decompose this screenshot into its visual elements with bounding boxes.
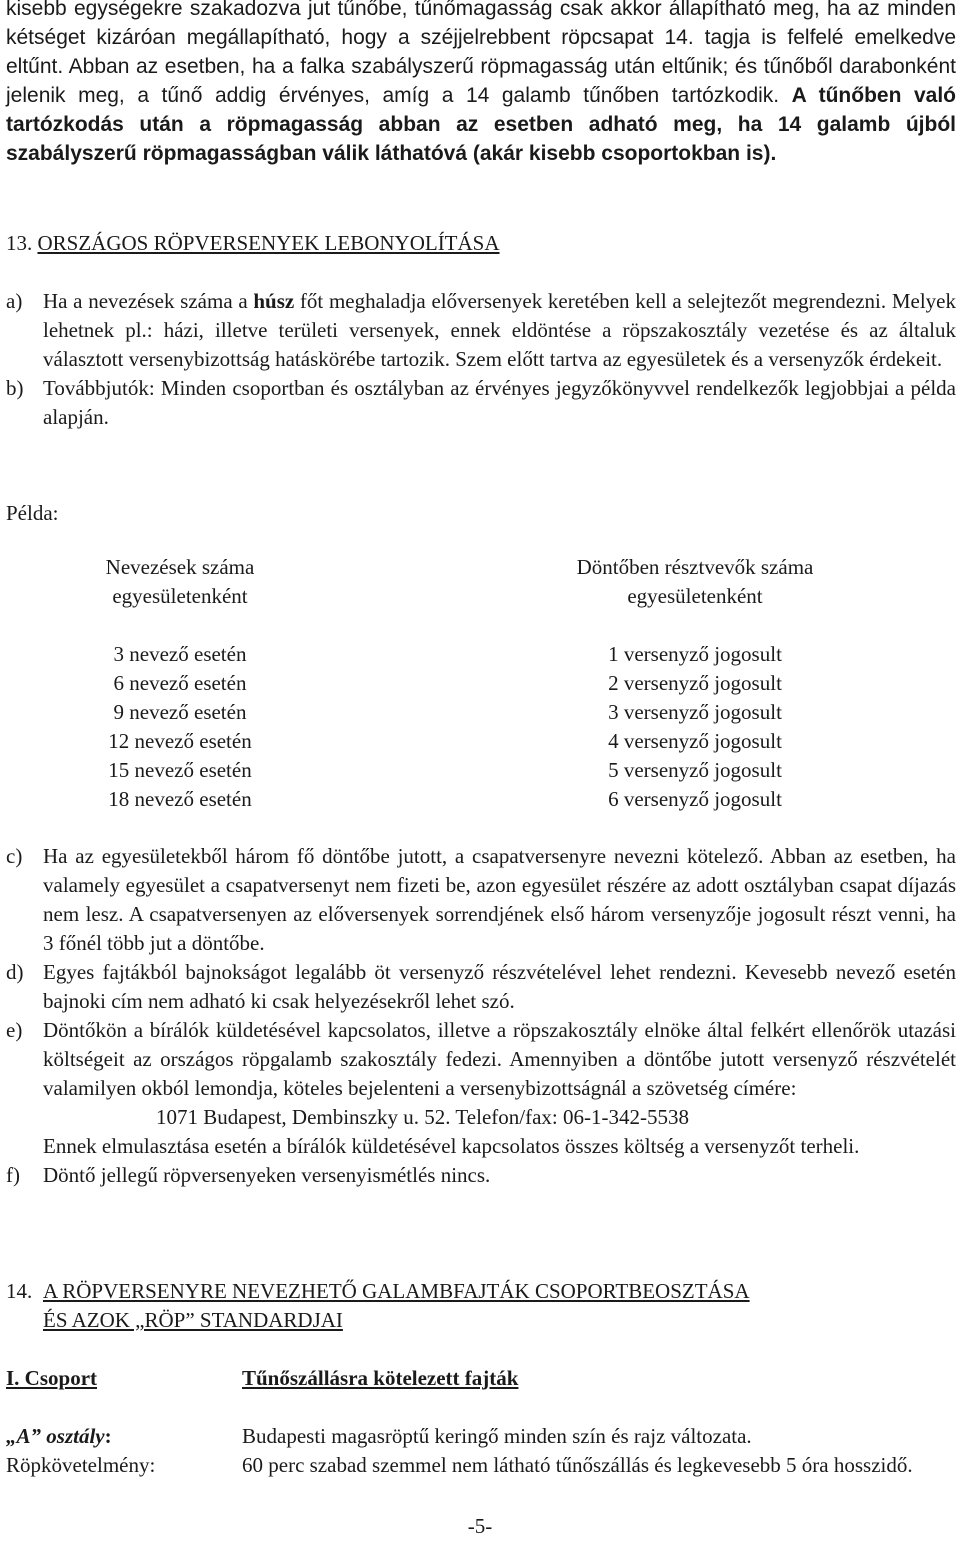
table-header-left-line2: egyesületenként	[112, 584, 248, 608]
table-cell: 4 versenyző jogosult	[608, 729, 782, 753]
list-item-text: Döntő jellegű röpversenyeken versenyismétlés nincs.	[43, 1163, 491, 1187]
table-cell: 5 versenyző jogosult	[608, 758, 782, 782]
section-14-heading	[6, 1277, 956, 1335]
table-cell: 6 nevező esetén	[113, 671, 247, 695]
section-13-list-ab	[6, 287, 956, 432]
section-13-heading	[6, 229, 500, 258]
intro-text: kisebb egységekre szakadozva jut tűnőbe, tűnőmagasság csak akkor állapítható meg, ha az minden kétséget kizáróan megállapítható, hogy a széjjelrebbent röpcsapat 14. tagja is felfelé emelkedve eltűnt. Abban az esetben, ha a falka szabályszerű röpmagasság után eltűnik; és tűnőből darabonként jelenik meg, a tűnő addig érvényes, amíg a 14 galamb tűnőben tartózkodik.	[6, 0, 956, 107]
class-label-word: osztály	[41, 1424, 105, 1448]
list-item-label: b)	[6, 376, 24, 400]
table-left-column	[60, 640, 300, 814]
item-e-text: Döntőkön a bírálók küldetésével kapcsolatos, illetve a röpszakosztály elnöke által felkért ellenőrök utazási költségeit az országos röpgalamb szakosztály fedezi. Amennyiben a döntőbe jutott versenyző részvételét valamilyen okból lemondja, köteles bejelenteni a versenybizottságnál a szövetség címére:	[43, 1018, 956, 1100]
item-a-bold: húsz	[253, 289, 295, 313]
group-label: I. Csoport	[6, 1366, 98, 1390]
section-14-title	[43, 1277, 750, 1335]
list-item-text	[43, 287, 956, 374]
table-header-left-line1: Nevezések száma	[105, 555, 255, 579]
class-label-quoted: „A”	[6, 1424, 42, 1448]
table-header-right-line2: egyesületenként	[627, 584, 763, 608]
table-cell: 1 versenyző jogosult	[608, 642, 782, 666]
table-header-right-line1: Döntőben résztvevők száma	[576, 555, 814, 579]
list-item-label: c)	[6, 844, 23, 868]
section-13-number: 13.	[6, 231, 33, 255]
section-13-list-cf	[6, 842, 956, 1190]
item-a-pre: Ha a nevezések száma a	[43, 289, 254, 313]
address-line: 1071 Budapest, Dembinszky u. 52. Telefon/fax: 06-1-342-5538	[156, 1105, 689, 1129]
list-item-label: d)	[6, 960, 24, 984]
intro-paragraph	[6, 0, 956, 168]
class-label	[6, 1422, 112, 1451]
table-header-right	[510, 553, 880, 611]
list-item-a	[6, 287, 956, 374]
table-cell: 6 versenyző jogosult	[608, 787, 782, 811]
list-item-text	[43, 1016, 956, 1161]
table-cell: 9 nevező esetén	[113, 700, 247, 724]
table-cell: 15 nevező esetén	[108, 758, 252, 782]
table-cell: 3 nevező esetén	[113, 642, 247, 666]
group-description: Tűnőszállásra kötelezett fajták	[242, 1366, 519, 1390]
requirement-value: 60 perc szabad szemmel nem látható tűnőszállás és legkevesebb 5 óra hosszidő.	[242, 1453, 913, 1477]
list-item-text: Egyes fajtákból bajnokságot legalább öt versenyző részvételével lehet rendezni. Kevesebb nevező esetén bajnoki cím nem adható ki csak helyezésekről lehet szó.	[43, 960, 956, 1013]
intro-bold-text: A tűnőben való tartózkodás után a röpmagasság abban az esetben adható meg, ha 14 galamb újból szabályszerű röpmagasságban válik láthatóvá (akár kisebb csoportokban is).	[6, 84, 956, 165]
table-right-column	[510, 640, 880, 814]
section-14-title-line1: A RÖPVERSENYRE NEVEZHETŐ GALAMBFAJTÁK CSOPORTBEOSZTÁSA	[43, 1279, 750, 1303]
list-item-d	[6, 958, 956, 1016]
table-cell: 12 nevező esetén	[108, 729, 252, 753]
list-item-label: f)	[6, 1163, 20, 1187]
list-item-label: e)	[6, 1018, 23, 1042]
table-cell: 2 versenyző jogosult	[608, 671, 782, 695]
requirement-label: Röpkövetelmény:	[6, 1453, 156, 1477]
list-item-text: Továbbjutók: Minden csoportban és osztályban az érvényes jegyzőkönyvvel rendelkezők legjobbjai a példa alapján.	[43, 376, 956, 429]
page-number: -5-	[467, 1514, 493, 1538]
list-item-f	[6, 1161, 956, 1190]
section-14-title-line2: ÉS AZOK „RÖP” STANDARDJAI	[43, 1308, 343, 1332]
class-value: Budapesti magasröptű keringő minden szín és rajz változata.	[242, 1424, 752, 1448]
section-13-title: ORSZÁGOS RÖPVERSENYEK LEBONYOLÍTÁSA	[37, 231, 500, 255]
item-a-post: főt meghaladja előversenyek keretében kell a selejtezőt megrendezni. Melyek lehetnek pl.: házi, illetve területi versenyek, ennek eldöntése a röpszakosztály vezetése és az általuk választott versenybizottság hatáskörébe tartozik. Szem előtt tartva az egyesületek és a versenyzők érdekeit.	[43, 289, 956, 371]
list-item-text: Ha az egyesületekből három fő döntőbe jutott, a csapatversenyre nevezni kötelező. Abban az esetben, ha valamely egyesület a csapatversenyt nem fizeti be, azon egyesület részére az adott osztályban csapat díjazás nem lesz. A csapatversenyen az előversenyek sorrendjének első három versenyzője jogosult részt venni, ha 3 főnél több jut a döntőbe.	[43, 844, 956, 955]
list-item-c	[6, 842, 956, 958]
list-item-b	[6, 374, 956, 432]
item-e-text2: Ennek elmulasztása esetén a bírálók küldetésével kapcsolatos összes költség a versenyzőt terheli.	[43, 1134, 860, 1158]
class-label-colon: :	[104, 1424, 112, 1448]
table-cell: 18 nevező esetén	[108, 787, 252, 811]
list-item-e	[6, 1016, 956, 1161]
table-cell: 3 versenyző jogosult	[608, 700, 782, 724]
list-item-label: a)	[6, 289, 23, 313]
section-14-number: 14.	[6, 1279, 33, 1303]
example-label: Példa:	[6, 501, 59, 525]
table-header-left	[60, 553, 300, 611]
